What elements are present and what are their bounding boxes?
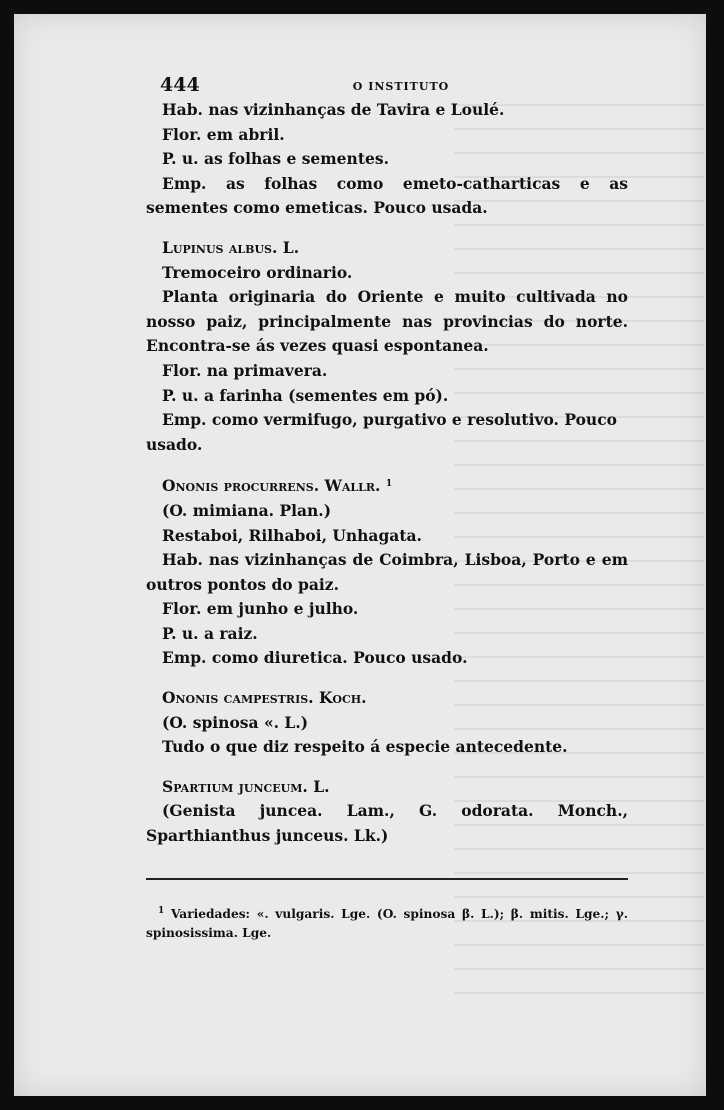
habitat-line: Hab. nas vizinhanças de Tavira e Loulé. <box>162 100 505 119</box>
footnote-mark: 1 <box>158 906 165 917</box>
footnote-text: Variedades: «. vulgaris. Lge. (O. spinosa β. L.); β. mitis. Lge.; γ. spinosissima. Lge. <box>146 907 628 941</box>
common-name-lupinus: Tremoceiro ordinario. <box>162 262 353 282</box>
uses-procurrens: Emp. como diuretica. Pouco usado. <box>162 648 468 668</box>
parts-used-procurrens: P. u. a raiz. <box>162 623 258 643</box>
synonym-procurrens: (O. mimiana. Plan.) <box>162 500 332 520</box>
description-lupinus: Planta originaria do Oriente e muito cultivada no nosso paiz, principalmente nas provincias do norte. Encontra-se ás vezes quasi espontanea. <box>146 287 628 356</box>
footnote <box>146 890 628 955</box>
page-body <box>146 98 628 849</box>
synonym-campestris: (O. spinosa «. L.) <box>162 712 309 732</box>
species-heading-spartium: Spartium junceum. L. <box>162 776 330 796</box>
flowering-lupinus: Flor. na primavera. <box>162 360 328 380</box>
footnote-rule <box>146 878 628 880</box>
page-number: 444 <box>160 74 200 96</box>
uses-line: Emp. as folhas como emeto-catharticas e as sementes como emeticas. Pouco usada. <box>146 173 628 218</box>
species-name-procurrens: Ononis procurrens. Wallr. <box>162 476 381 496</box>
flowering-procurrens: Flor. em junho e julho. <box>162 599 359 619</box>
footnote-reference: 1 <box>385 479 393 490</box>
species-heading-campestris: Ononis campestris. Koch. <box>162 688 367 708</box>
species-heading-lupinus: Lupinus albus. L. <box>162 237 300 257</box>
uses-lupinus: Emp. como vermifugo, purgativo e resolutivo. Pouco usado. <box>146 410 617 454</box>
habitat-procurrens: Hab. nas vizinhanças de Coimbra, Lisboa, Porto e em outros pontos do paiz. <box>146 550 628 594</box>
synonym-spartium: (Genista juncea. Lam., G. odorata. Monch., Sparthianthus junceus. Lk.) <box>146 801 628 846</box>
running-title: O INSTITUTO <box>352 80 450 93</box>
species-heading-procurrens <box>146 472 628 499</box>
text-campestris: Tudo o que diz respeito á especie antecedente. <box>162 737 568 757</box>
parts-used-line: P. u. as folhas e sementes. <box>162 149 389 169</box>
common-name-procurrens: Restaboi, Rilhaboi, Unhagata. <box>162 525 422 545</box>
flowering-line: Flor. em abril. <box>162 124 285 144</box>
parts-used-lupinus: P. u. a farinha (sementes em pó). <box>162 385 449 405</box>
